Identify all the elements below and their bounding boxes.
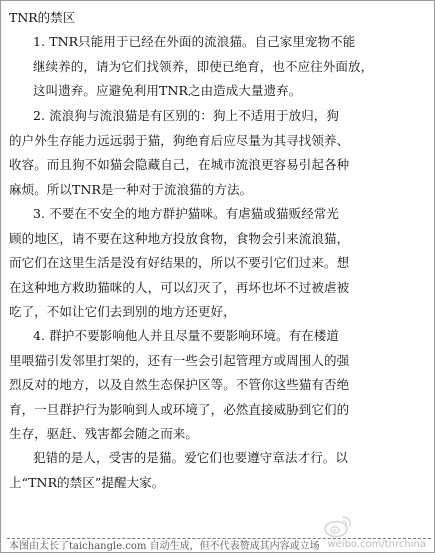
paragraph-line: 犯错的是人，受害的是猫。爱它们也要遵守章法才行。以	[33, 450, 349, 465]
paragraph-line: 这叫遗弃。应避免利用TNR之由造成大量遗弃。	[33, 83, 302, 98]
paragraph-line: 在这种地方救助猫咪的人，可以幻灭了，再坏也坏不过被虐被	[9, 279, 350, 295]
paragraph-line: 4. 群护不要影响他人并且尽量不要影响环境。有在楼道	[33, 328, 340, 343]
paragraph-line: 烈反对的地方，以及自然生态保护区等。不管你这些猫有否绝	[9, 377, 350, 392]
document-title: TNR的禁区	[9, 10, 76, 25]
paragraph-line: 2. 流浪狗与流浪猫是有区别的：狗上不适用于放归，狗	[33, 108, 340, 123]
paragraph-3	[9, 202, 433, 325]
weibo-watermark: weibo.com/tnrchina	[327, 539, 426, 550]
paragraph-1	[9, 30, 433, 104]
paragraph-line: 收容。而且狗不如猫会隐藏自己，在城市流浪更容易引起各种	[9, 157, 350, 172]
paragraph-line: 的户外生存能力远远弱于猫，狗绝育后应尽量为其寻找领养、	[9, 132, 350, 148]
paragraph-line: 1. TNR只能用于已经在外面的流浪猫。自己家里宠物不能	[33, 34, 356, 49]
paragraph-line: 里喂猫引发邻里打架的，还有一些会引起管理方或周围人的强	[9, 352, 350, 368]
paragraph-line: 而它们在这里生活是没有好结果的，所以不要引它们过来。想	[9, 255, 350, 270]
paragraph-5	[9, 446, 433, 495]
footer-note: 本图由太长了taichangle.com 自动生成，但不代表赞成其内容或立场	[9, 541, 320, 552]
paragraph-4	[9, 324, 433, 447]
paragraph-line: 上“TNR的禁区”提醒大家。	[9, 474, 165, 490]
weibo-logo-icon	[323, 513, 353, 539]
paragraph-line: 3. 不要在不安全的地方群护猫咪。有虐猫或猫贩经常光	[33, 206, 340, 221]
paragraph-line: 麻烦。所以TNR是一种对于流浪猫的方法。	[9, 181, 253, 197]
paragraph-line: 吃了，不如让它们去到别的地方还更好，	[9, 304, 236, 319]
paragraph-2	[9, 104, 433, 202]
paragraph-line: 育，一旦群护行为影响到人或环境了，必然直接威胁到它们的	[9, 401, 350, 417]
paragraph-line: 生存，驱赶、残害都会随之而来。	[9, 426, 199, 441]
paragraph-line: 顾的地区，请不要在这种地方投放食物，食物会引来流浪猫，	[9, 230, 350, 246]
paragraph-line: 继续养的，请为它们找领养，即使已绝育，也不应往外面放，	[33, 58, 374, 74]
